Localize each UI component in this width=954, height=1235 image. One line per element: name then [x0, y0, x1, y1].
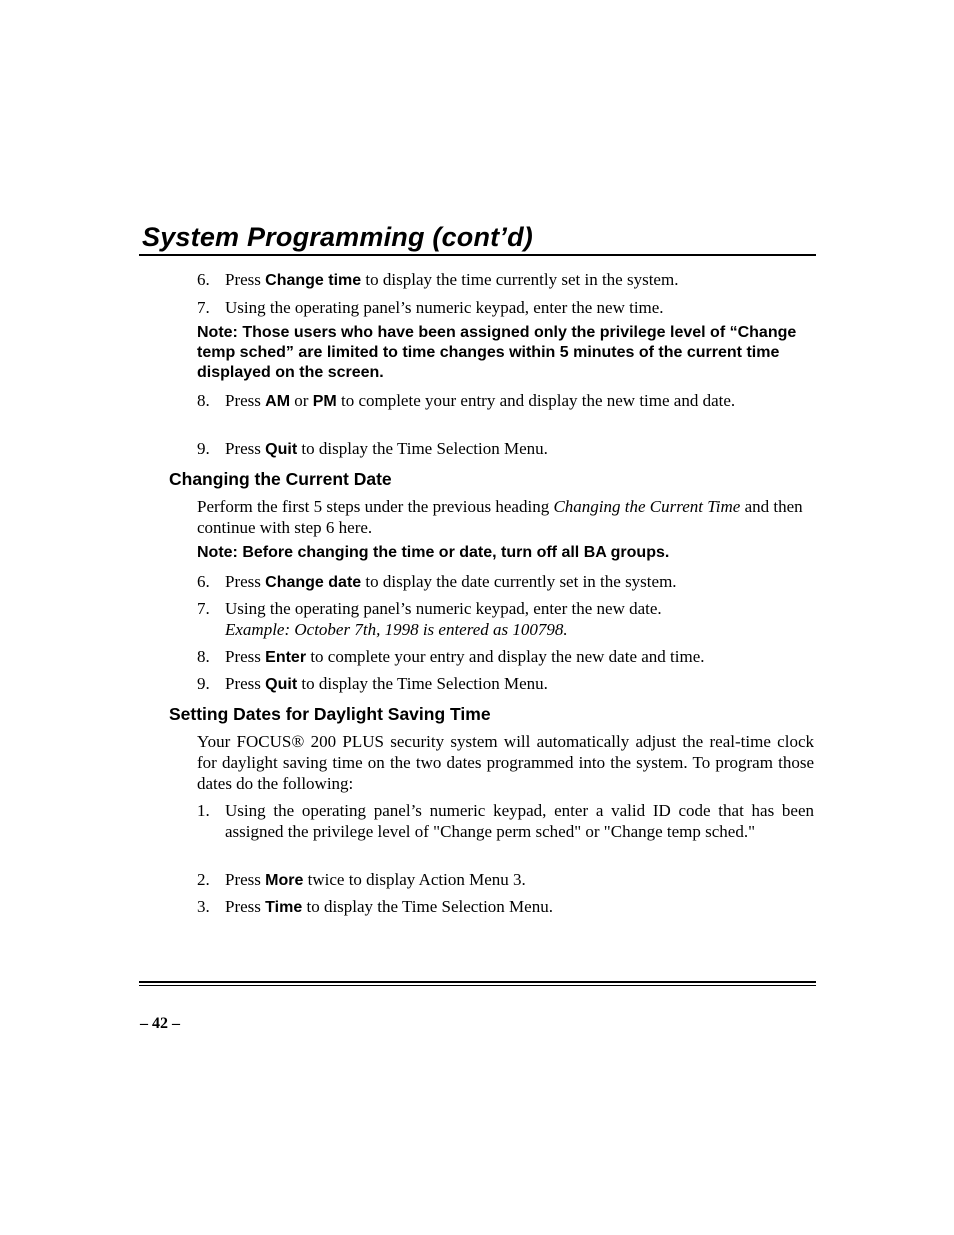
step-text: to complete your entry and display the new time and date.: [336, 391, 736, 410]
dst-intro-paragraph: Your FOCUS® 200 PLUS security system will automatically adjust the real-time clock for daylight saving time on the two dates programmed into the system. To program those dates do the following:: [197, 732, 814, 793]
dst-step-3: [197, 896, 814, 918]
step-text: Press: [225, 270, 266, 289]
step-text: Using the operating panel’s numeric keypad, enter a valid ID code that has been assigned the privilege level of "Change perm sched" or "Change temp sched.": [225, 801, 814, 841]
time-step-9: [197, 438, 814, 460]
step-number: 9.: [197, 674, 210, 693]
step-text: Using the operating panel’s numeric keypad, enter the new date.: [225, 599, 662, 618]
time-step-8: [197, 390, 814, 412]
step-number: 8.: [197, 647, 210, 666]
date-step-8: [197, 646, 814, 668]
step-number: 6.: [197, 572, 210, 591]
step-text: Press: [225, 439, 266, 458]
time-step-7: [197, 297, 814, 318]
key-label-quit: Quit: [265, 441, 298, 458]
key-label-more: More: [265, 872, 304, 889]
paragraph-text: Perform the first 5 steps under the previous heading: [197, 497, 554, 516]
step-text: Press: [225, 897, 266, 916]
step-number: 3.: [197, 897, 210, 916]
step-text: to display the Time Selection Menu.: [302, 897, 553, 916]
key-label-change-time: Change time: [265, 272, 362, 289]
key-label-quit: Quit: [265, 676, 298, 693]
step-text: Press: [225, 870, 266, 889]
step-text: Press: [225, 572, 266, 591]
step-number: 9.: [197, 439, 210, 458]
key-label-am: AM: [265, 393, 291, 410]
step-text: Press: [225, 674, 266, 693]
key-label-pm: PM: [312, 393, 337, 410]
time-step-6: [197, 269, 814, 291]
step-number: 7.: [197, 298, 210, 317]
dst-step-2: [197, 869, 814, 891]
privilege-note: Note: Those users who have been assigned only the privilege level of “Change temp sched” are limited to time changes within 5 minutes of the current time displayed on the screen.: [197, 324, 797, 381]
step-text: Using the operating panel’s numeric keypad, enter the new time.: [225, 298, 664, 317]
step-text: twice to display Action Menu 3.: [303, 870, 526, 889]
ba-groups-note: Note: Before changing the time or date, turn off all BA groups.: [197, 544, 670, 561]
key-label-time: Time: [265, 899, 303, 916]
step-number: 2.: [197, 870, 210, 889]
date-step-6: [197, 571, 814, 593]
step-text: to complete your entry and display the new date and time.: [306, 647, 705, 666]
paragraph-text: and then continue with step 6 here.: [197, 497, 803, 537]
step-text: to display the Time Selection Menu.: [297, 674, 548, 693]
step-text: to display the date currently set in the system.: [361, 572, 677, 591]
key-label-enter: Enter: [265, 649, 307, 666]
referenced-heading: Changing the Current Time: [553, 497, 741, 516]
step-text: to display the Time Selection Menu.: [297, 439, 548, 458]
step-text: to display the time currently set in the system.: [361, 270, 679, 289]
step-number: 8.: [197, 391, 210, 410]
section-heading-daylight-saving: Setting Dates for Daylight Saving Time: [169, 704, 491, 724]
section-heading-current-date: Changing the Current Date: [169, 469, 392, 489]
step-number: 6.: [197, 270, 210, 289]
step-number: 7.: [197, 599, 210, 618]
page-title: System Programming (cont’d): [142, 222, 533, 252]
title-divider: [139, 254, 816, 256]
step-text: Press: [225, 391, 266, 410]
date-step-7: [197, 598, 814, 640]
key-label-change-date: Change date: [265, 574, 362, 591]
footer-divider-thin: [139, 985, 816, 986]
dst-step-1: [197, 800, 814, 842]
date-step-9: [197, 673, 814, 695]
date-intro-paragraph: [197, 496, 814, 538]
step-text: or: [290, 391, 313, 410]
step-number: 1.: [197, 801, 210, 820]
footer-divider: [139, 981, 816, 983]
step-text: Press: [225, 647, 266, 666]
page-number: – 42 –: [140, 1015, 180, 1032]
date-entry-example: Example: October 7th, 1998 is entered as 100798.: [225, 620, 568, 639]
